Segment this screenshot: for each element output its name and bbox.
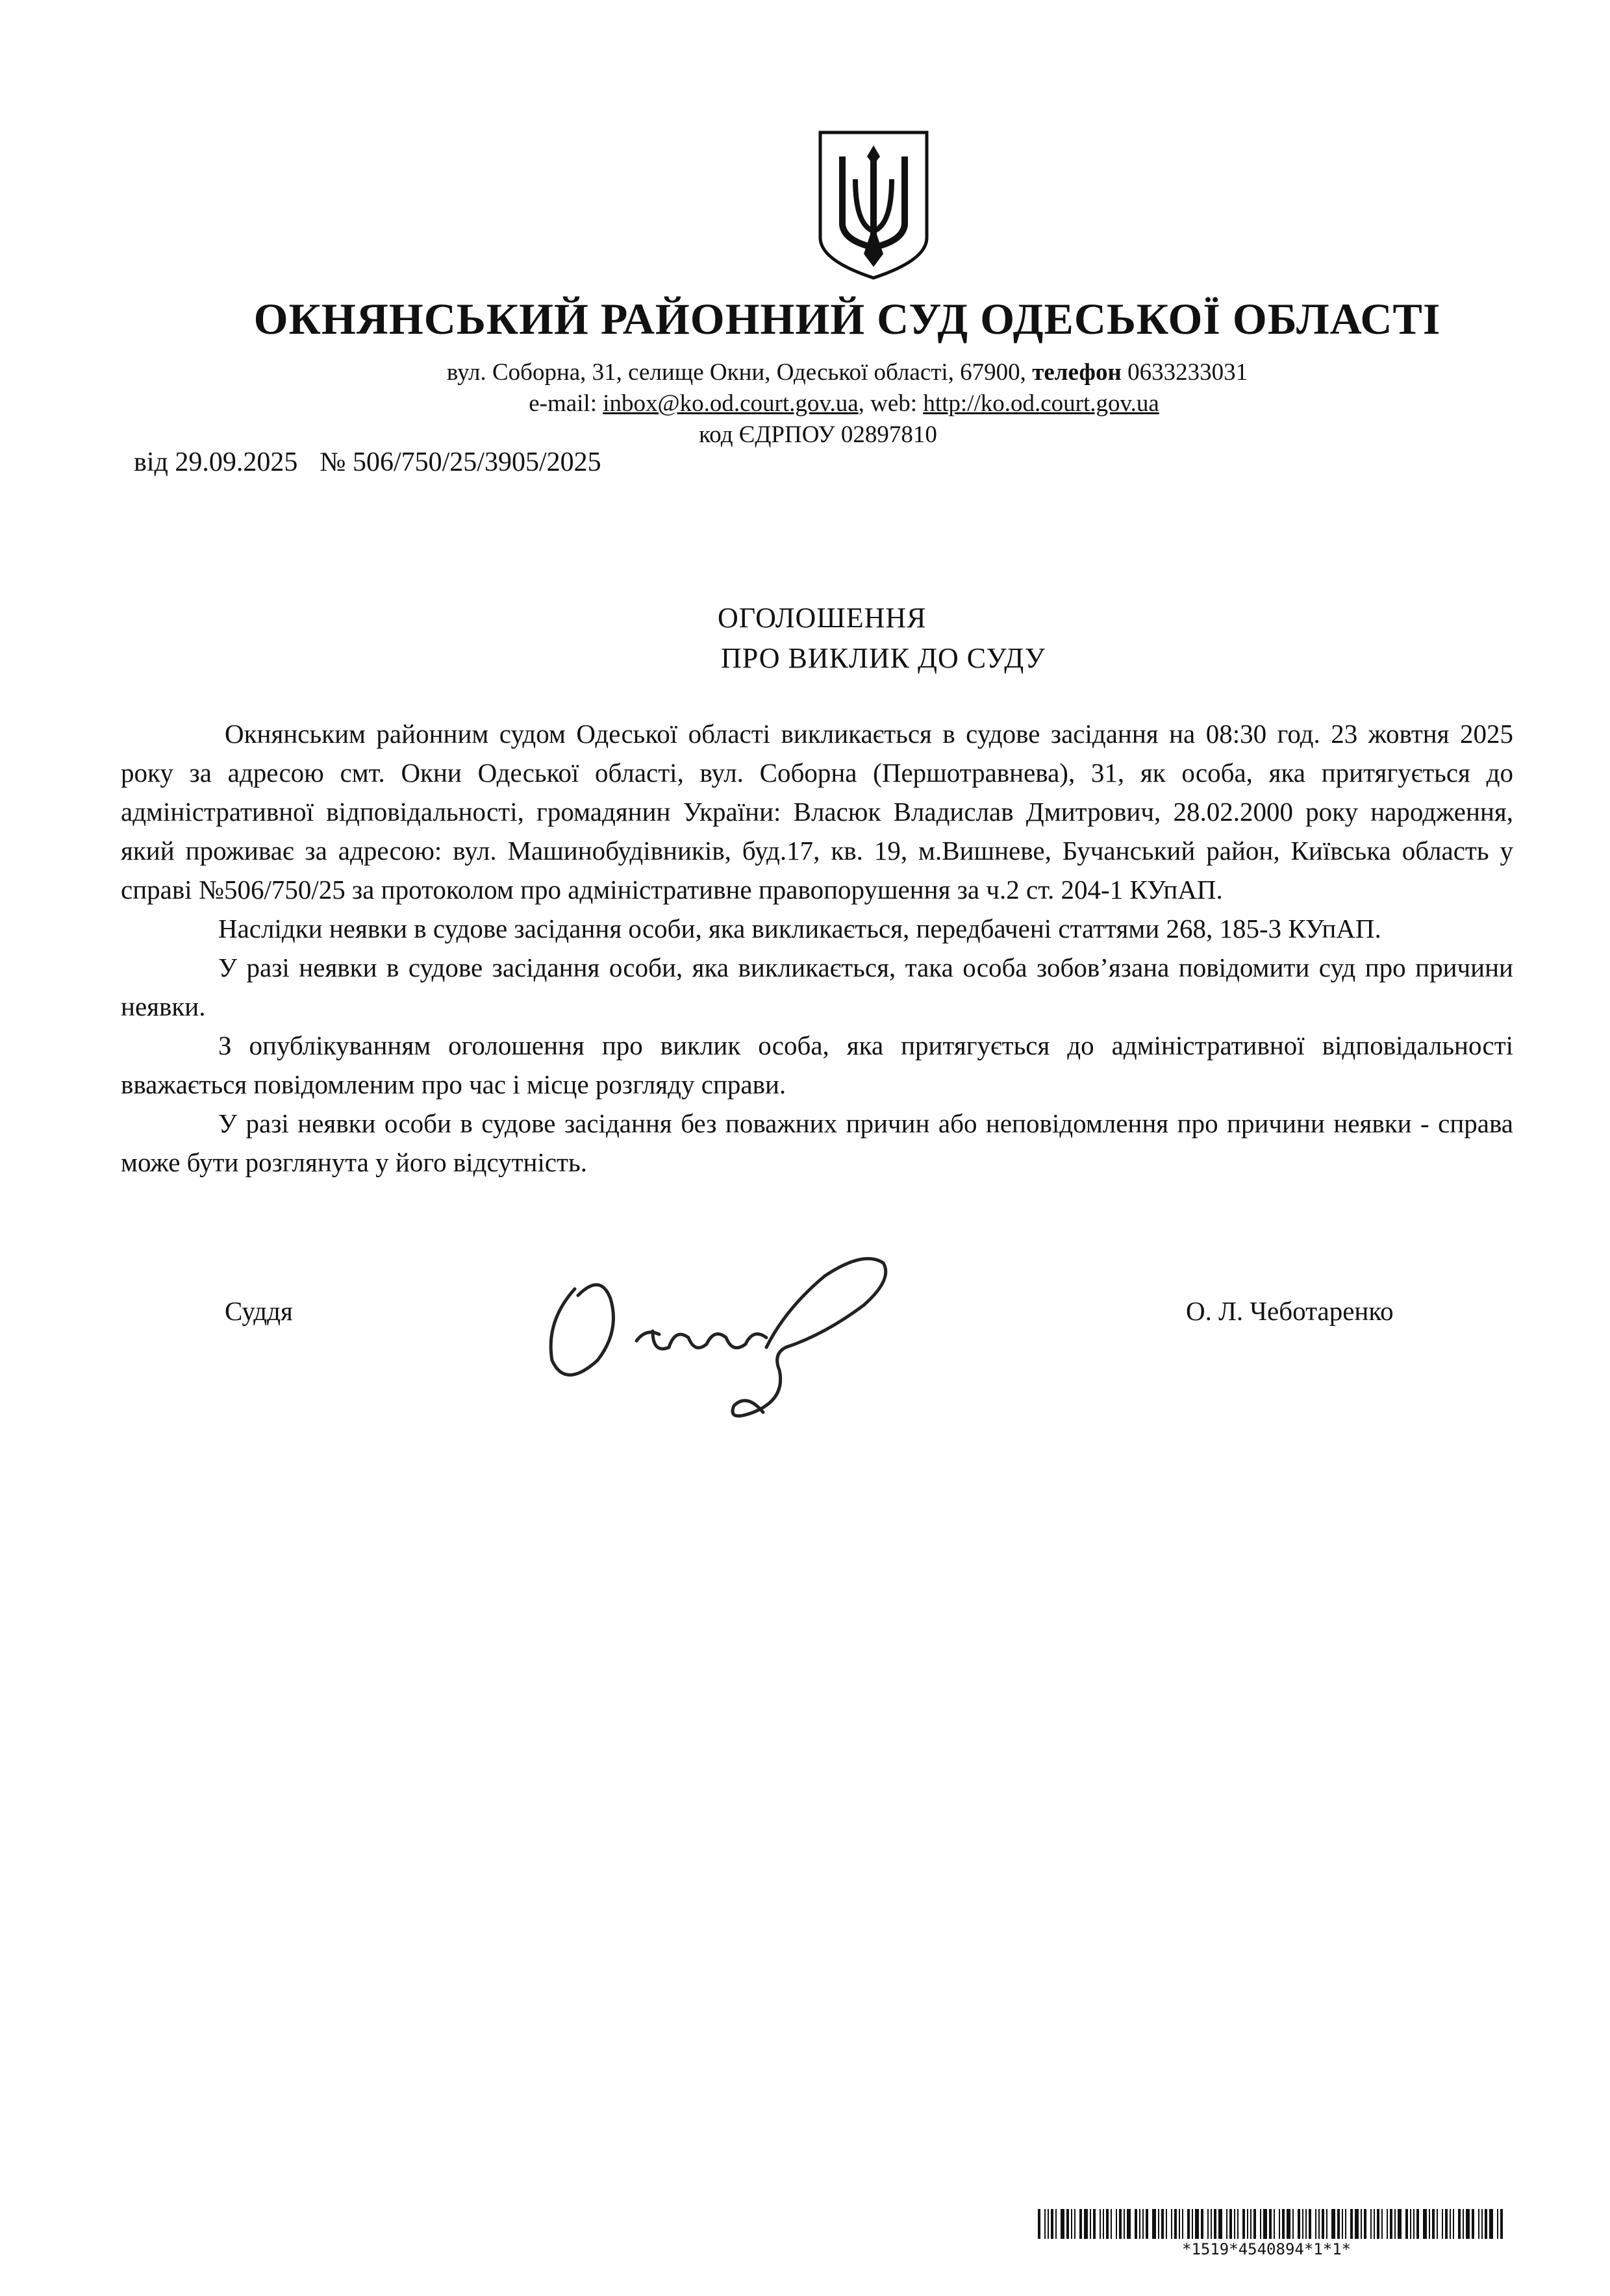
court-address-line bbox=[0, 357, 1610, 388]
paragraph-publication: З опублікуванням оголошення про виклик особа, яка притягується до адміністративної відповідальності вважається повідомленим про час і місце розгляду справи. bbox=[121, 1030, 1513, 1099]
web-label: , web: bbox=[858, 390, 918, 417]
court-address: вул. Соборна, 31, селище Окни, Одеської області, 67900, bbox=[446, 359, 1026, 386]
email-link[interactable]: inbox@ko.od.court.gov.ua bbox=[603, 390, 859, 417]
outgoing-number: № 506/750/25/3905/2025 bbox=[320, 447, 601, 477]
paragraph-consequences: Наслідки неявки в судове засідання особи, яка викликається, передбачені статтями 268, 185-3 КУпАП. bbox=[218, 914, 1381, 943]
announcement-body bbox=[121, 714, 1513, 1182]
barcode-icon bbox=[1038, 2209, 1505, 2239]
court-contacts-line bbox=[0, 388, 1610, 419]
document-title: ОГОЛОШЕННЯ bbox=[718, 602, 927, 634]
judge-role-label: Суддя bbox=[225, 1296, 293, 1326]
phone-number: 0633233031 bbox=[1127, 359, 1248, 386]
edrpou-code: код ЄДРПОУ 02897810 bbox=[699, 421, 937, 448]
email-label: e-mail: bbox=[529, 390, 597, 417]
judge-name: О. Л. Чеботаренко bbox=[1186, 1296, 1394, 1326]
outgoing-date: від 29.09.2025 bbox=[134, 447, 298, 477]
barcode-number: *1519*4540894*1*1* bbox=[1182, 2240, 1352, 2258]
web-link[interactable]: http://ko.od.court.gov.ua bbox=[923, 390, 1159, 417]
paragraph-absence: У разі неявки особи в судове засідання без поважних причин або неповідомлення про причини неявки - справа може бути розглянута у його відсутність. bbox=[121, 1108, 1513, 1177]
handwritten-signature-icon bbox=[539, 1250, 903, 1438]
outgoing-reference bbox=[134, 447, 601, 478]
paragraph-notification-duty: У разі неявки в судове засідання особи, яка викликається, така особа зобов’язана повідомити суд про причини неявки. bbox=[121, 953, 1513, 1021]
court-name: ОКНЯНСЬКИЙ РАЙОННИЙ СУД ОДЕСЬКОЇ ОБЛАСТІ bbox=[253, 294, 1441, 343]
trident-emblem-icon bbox=[815, 127, 932, 283]
document-subtitle: ПРО ВИКЛИК ДО СУДУ bbox=[721, 642, 1046, 674]
paragraph-summons: Окнянським районним судом Одеської області викликається в судове засідання на 08:30 год. 23 жовтня 2025 року за адресою смт. Окни Одеської області, вул. Соборна (Першотравнева), 31, як особа, яка притягується до адміністративної відповідальності, громадянин України: Власюк Владислав Дмитрович, 28.02.2000 року народження, який проживає за адресою: вул. Машинобудівників, буд.17, кв. 19, м.Вишневе, Бучанський район, Київська область у справі №506/750/25 за протоколом про адміністративне правопорушення за ч.2 ст. 204-1 КУпАП. bbox=[121, 719, 1513, 905]
phone-label: телефон bbox=[1032, 359, 1122, 386]
